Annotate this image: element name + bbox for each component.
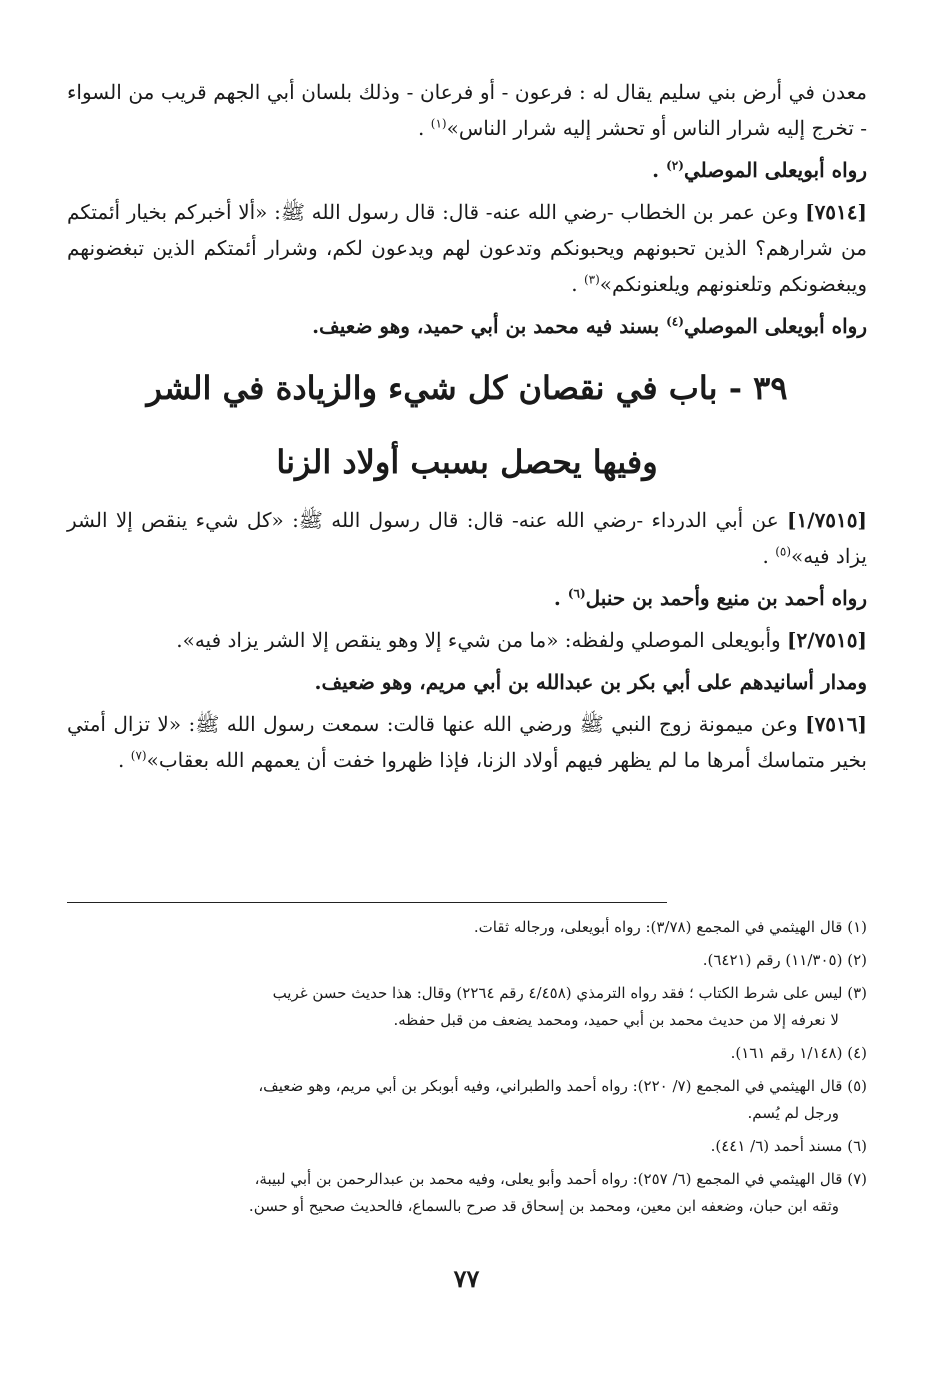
footnote-marker: (١) (430, 116, 447, 131)
footnote-2: (٢) (١١/٣٠٥) رقم (٦٤٢١). (702, 951, 867, 969)
footnote-separator (67, 902, 667, 903)
footnote-marker: (٦) (567, 586, 586, 601)
footnote-marker: (٢) (666, 158, 684, 173)
footnote-5: (٥) قال الهيثمي في المجمع (٧/ ٢٢٠): رواه أحمد والطبراني، وفيه أبوبكر بن أبي مريم، وهو ضعيف، ورجل لم يُسم. (258, 1077, 867, 1122)
footnote-4: (٤) (١/١٤٨ رقم ١٦١). (730, 1044, 867, 1062)
narration-source: رواه أبويعلى الموصلي$^{(٤)}$ بسند فيه محمد بن أبي حميد، وهو ضعيف. (312, 314, 867, 338)
footnote-marker: (٤) (666, 314, 684, 329)
narration-source: رواه أبويعلى الموصلي$^{(٢)}$ . (652, 158, 867, 182)
chapter-title-line2: وفيها يحصل بسبب أولاد الزنا (276, 443, 658, 481)
narration-source: رواه أحمد بن منيع وأحمد بن حنبل$^{(٦)}$ . (553, 586, 867, 610)
footnote-marker: (٥) (775, 544, 792, 559)
footnote-1: (١) قال الهيثمي في المجمع (٣/٧٨): رواه أبويعلى، ورجاله ثقات. (473, 918, 867, 936)
chain-assessment: ومدار أسانيدهم على أبي بكر بن عبدالله بن أبي مريم، وهو ضعيف. (314, 670, 867, 694)
footnote-marker: (٣) (583, 272, 600, 287)
page-number: ٧٧ (453, 1264, 480, 1293)
footnote-7: (٧) قال الهيثمي في المجمع (٦/ ٢٥٧): رواه أحمد وأبو يعلى، وفيه محمد بن عبدالرحمن بن أبي لبيبة، وثقه ابن حبان، وضعفه ابن معين، ومحمد بن إسحاق قد صرح بالسماع، فالحديث صحيح أو حسن. (248, 1170, 867, 1215)
chapter-heading (67, 362, 867, 488)
footnotes (67, 914, 867, 1226)
hadith-number: [٢/٧٥١٥] (787, 628, 867, 652)
footnote-marker: (٧) (130, 748, 147, 763)
hadith-number: [٧٥١٦] (805, 712, 867, 736)
hadith-7515-1: [١/٧٥١٥] عن أبي الدرداء -رضي الله عنه- قال: قال رسول الله ﷺ: «كل شيء ينقص إلا الشر يزاد فيه»$^{(٥)}$ . (67, 508, 867, 568)
footnote-3: (٣) ليس على شرط الكتاب ؛ فقد رواه الترمذي (٤/٤٥٨ رقم ٢٢٦٤) وقال: هذا حديث حسن غريب لا نعرفه إلا من حديث محمد بن أبي حميد، ومحمد يضعف من قبل حفظه. (272, 984, 867, 1029)
main-text (67, 74, 867, 784)
hadith-number: [٧٥١٤] (805, 200, 867, 224)
hadith-7514: [٧٥١٤] وعن عمر بن الخطاب -رضي الله عنه- قال: قال رسول الله ﷺ: «ألا أخبركم بخيار أئمتكم من شرارهم؟ الذين تحبونهم ويحبونكم وتدعون لهم ويدعون لكم، وشرار أئمتكم الذين تبغضونهم ويبغضونكم وتلعنونهم ويلعنونكم»$^{(٣)}$ . (67, 200, 867, 296)
chapter-title-line1: ٣٩ - باب في نقصان كل شيء والزيادة في الشر (146, 369, 788, 407)
footnote-6: (٦) مسند أحمد (٦/ ٤٤١). (710, 1137, 867, 1155)
hadith-7516: [٧٥١٦] وعن ميمونة زوج النبي ﷺ ورضي الله عنها قالت: سمعت رسول الله ﷺ: «لا تزال أمتي بخير متماسك أمرها ما لم يظهر فيهم أولاد الزنا، فإذا ظهروا خفت أن يعمهم الله بعقاب»$^{(٧)}$ . (67, 712, 867, 772)
paragraph-continuation: معدن في أرض بني سليم يقال له : فرعون - أو فرعان - وذلك بلسان أبي الجهم قريب من السواء - تخرج إليه شرار الناس أو تحشر إليه شرار الناس»$^{(١)}$ . (67, 80, 867, 140)
hadith-number: [١/٧٥١٥] (787, 508, 867, 532)
hadith-7515-2: [٢/٧٥١٥] وأبويعلى الموصلي ولفظه: «ما من شيء إلا وهو ينقص إلا الشر يزاد فيه». (176, 628, 867, 652)
